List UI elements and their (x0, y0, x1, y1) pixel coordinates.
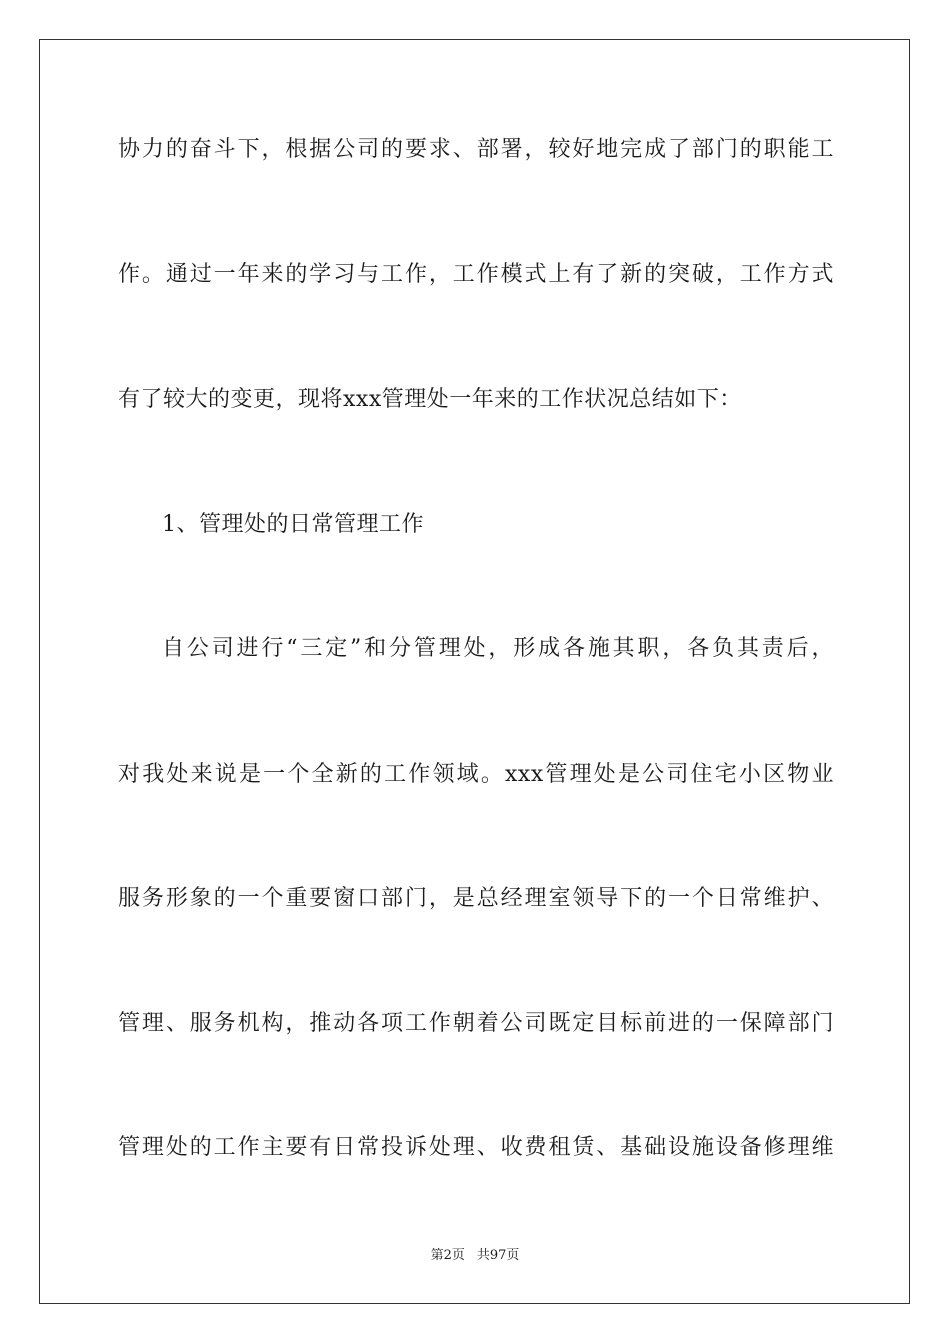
page-number: 第2页 (430, 1248, 465, 1263)
text-line-7: 服务形象的一个重要窗口部门，是总经理室领导下的一个日常维护、 (118, 886, 834, 911)
page-border (39, 39, 910, 1304)
text-line-9: 管理处的工作主要有日常投诉处理、收费租赁、基础设施设备修理维 (118, 1135, 834, 1160)
text-line-5: 自公司进行“三定”和分管理处，形成各施其职，各负其责后， (162, 636, 834, 661)
text-line-6: 对我处来说是一个全新的工作领域。xxx管理处是公司住宅小区物业 (118, 762, 834, 787)
text-line-3: 有了较大的变更，现将xxx管理处一年来的工作状况总结如下： (118, 387, 742, 412)
text-line-2: 作。通过一年来的学习与工作，工作模式上有了新的突破，工作方式 (118, 262, 834, 287)
text-line-1: 协力的奋斗下，根据公司的要求、部署，较好地完成了部门的职能工 (118, 137, 834, 162)
page-footer (0, 1247, 950, 1265)
section-heading: 1、管理处的日常管理工作 (162, 512, 424, 537)
page-total: 共97页 (476, 1248, 520, 1263)
text-line-8: 管理、服务机构，推动各项工作朝着公司既定目标前进的一保障部门 (118, 1011, 834, 1036)
